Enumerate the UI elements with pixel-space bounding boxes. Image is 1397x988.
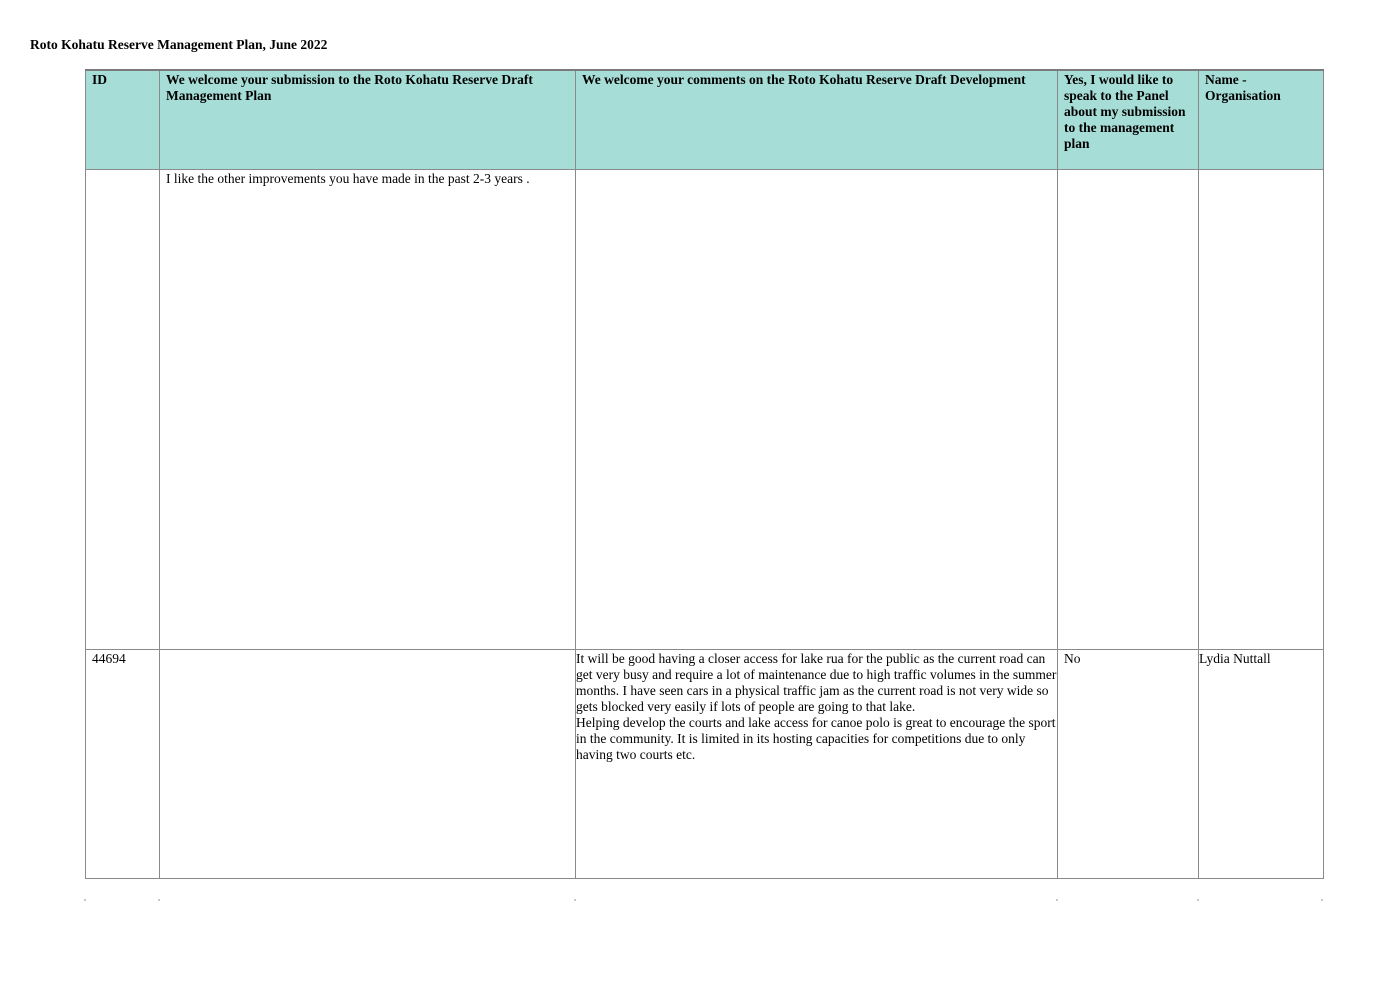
page-mark xyxy=(574,899,576,901)
table-row xyxy=(86,650,1324,879)
table-row xyxy=(86,170,1324,650)
cell-comments xyxy=(576,650,1058,879)
cell-speak-to-panel: No xyxy=(1058,650,1199,879)
page-mark xyxy=(1056,899,1058,901)
cell-comments xyxy=(576,170,1058,650)
comment-text: It will be good having a closer access for lake rua for the public as the current road can get very busy and require a lot of maintenance due to high traffic volumes in the summer months. I have seen cars in a physical traffic jam as the current road is not very wide so gets blocked very easily if lots of people are going to that lake. Helping develop the courts and lake access for canoe polo is great to encourage the sport in the community. It is limited in its hosting capacities for competitions due to only having two courts etc. xyxy=(576,651,1057,762)
header-speak-to-panel: Yes, I would like to speak to the Panel about my submission to the management plan xyxy=(1058,70,1199,170)
cell-id: 44694 xyxy=(86,650,160,879)
page-mark xyxy=(1197,899,1199,901)
submissions-table xyxy=(85,69,1324,879)
cell-submission xyxy=(160,650,576,879)
header-submission: We welcome your submission to the Roto Kohatu Reserve Draft Management Plan xyxy=(160,70,576,170)
header-id: ID xyxy=(86,70,160,170)
header-comments: We welcome your comments on the Roto Kohatu Reserve Draft Development xyxy=(576,70,1058,170)
page-mark xyxy=(158,899,160,901)
cell-submission: I like the other improvements you have made in the past 2-3 years . xyxy=(160,170,576,650)
submissions-table-container xyxy=(85,69,1324,879)
cell-id xyxy=(86,170,160,650)
document-title: Roto Kohatu Reserve Management Plan, June 2022 xyxy=(30,37,328,52)
cell-name-organisation xyxy=(1199,170,1324,650)
cell-name-organisation: Lydia Nuttall xyxy=(1199,650,1324,879)
page-mark xyxy=(1321,899,1323,901)
table-header-row xyxy=(86,70,1324,170)
cell-speak-to-panel xyxy=(1058,170,1199,650)
header-name-organisation: Name - Organisation xyxy=(1199,70,1324,170)
page-mark xyxy=(84,899,86,901)
